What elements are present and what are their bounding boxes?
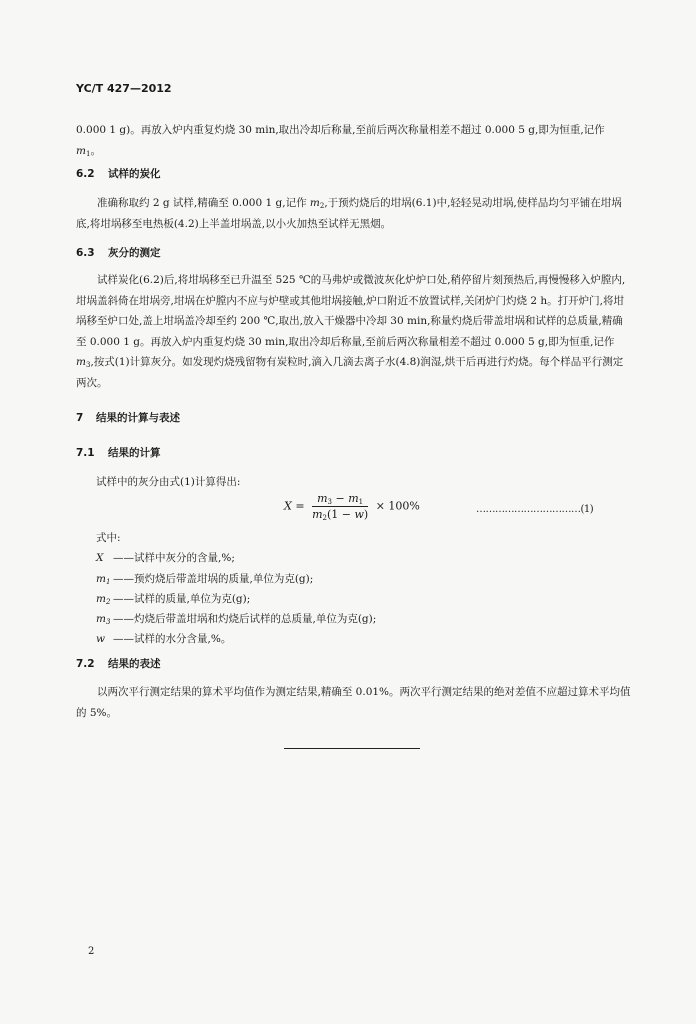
num-var-b: m <box>348 492 359 505</box>
section-title: 结果的计算 <box>108 447 161 459</box>
definition-item <box>96 589 376 609</box>
def-desc: ——试样中灰分的含量,%; <box>113 552 235 565</box>
section-6-3-paragraph <box>76 270 632 393</box>
den-paren: (1 − <box>326 508 355 521</box>
definition-item <box>96 609 376 629</box>
where-label: 式中: <box>96 532 121 544</box>
formula-equals: = <box>295 499 305 513</box>
s62-text-1: 准确称取约 2 g 试样,精确至 0.000 1 g,记作 <box>97 197 310 209</box>
s62-var: m <box>309 197 320 209</box>
formula-intro: 试样中的灰分由式(1)计算得出: <box>96 476 241 488</box>
intro-text-2: 。 <box>90 144 101 157</box>
def-symbol: X <box>96 552 104 565</box>
s63-text-1: 试样炭化(6.2)后,将坩埚移至已升温至 525 ℃的马弗炉或微波灰化炉炉口处,稍停留片刻预热后,再慢慢移入炉膛内,坩埚盖斜倚在坩埚旁,坩埚在炉膛内不应与炉壁或其他坩埚接触,炉口附近不放置试样,关闭炉门灼烧 2 h。打开炉门,将坩埚移至炉口处,盖上坩埚盖冷却至约 200 ℃,取出,放入干燥器中冷却 30 min,称量灼烧后带盖坩埚和试样的总质量,精确至 0.000 1 g。再放入炉内重复灼烧 30 min,取出冷却后称量,至前后两次称量相差不超过 0.000 5 g,即为恒重,记作 <box>76 274 626 348</box>
section-title: 结果的计算与表述 <box>96 412 180 424</box>
variable-definitions <box>96 528 376 650</box>
section-6-2-paragraph <box>76 193 632 234</box>
end-rule <box>284 748 420 749</box>
num-minus: − <box>332 492 349 505</box>
section-number: 7 <box>76 412 84 424</box>
formula-times-100: × 100% <box>375 499 420 513</box>
formula-denominator <box>312 507 368 521</box>
section-7-1-heading <box>76 445 161 460</box>
section-6-3-heading <box>76 245 161 260</box>
def-desc: ——灼烧后带盖坩埚和灼烧后试样的总质量,单位为克(g); <box>113 613 377 626</box>
definition-item <box>96 629 376 649</box>
section-title: 试样的炭化 <box>108 168 161 180</box>
s63-var: m <box>76 356 86 368</box>
definition-item <box>96 569 376 589</box>
def-desc: ——试样的质量,单位为克(g); <box>113 592 251 605</box>
def-desc: ——预灼烧后带盖坩埚的质量,单位为克(g); <box>113 572 314 585</box>
s62-var-sub: 2 <box>319 202 325 210</box>
intro-text-1: 0.000 1 g)。再放入炉内重复灼烧 30 min,取出冷却后称量,至前后两次称量相差不超过 0.000 5 g,即为恒重,记作 <box>76 124 605 136</box>
equation-number: ……………………………(1) <box>476 504 594 515</box>
section-title: 灰分的测定 <box>108 247 161 259</box>
formula-lhs: X <box>284 499 292 513</box>
den-w: w <box>354 508 364 521</box>
den-var: m <box>312 508 323 521</box>
section-6-2-heading <box>76 166 161 181</box>
intro-var: m <box>76 144 86 157</box>
section-number: 6.2 <box>76 168 95 180</box>
section-7-heading <box>76 410 180 425</box>
s63-text-2: ,按式(1)计算灰分。如发现灼烧残留物有炭粒时,滴入几滴去离子水(4.8)润湿,烘干后再进行灼烧。每个样品平行测定两次。 <box>76 356 624 389</box>
section-number: 7.1 <box>76 447 95 459</box>
den-close: ) <box>363 508 369 521</box>
formula-numerator <box>312 492 368 507</box>
def-sub: 1 <box>105 577 111 586</box>
definition-item <box>96 548 376 568</box>
num-sub-b: 1 <box>358 498 364 506</box>
den-sub: 2 <box>322 514 327 522</box>
section-7-2-paragraph <box>76 682 632 723</box>
s72-text: 以两次平行测定结果的算术平均值作为测定结果,精确至 0.01%。两次平行测定结果的绝对差值不应超过算术平均值的 5%。 <box>76 686 631 719</box>
formula-fraction <box>312 492 368 521</box>
section-number: 6.3 <box>76 247 95 259</box>
def-symbol: m <box>96 592 106 605</box>
s62-text-2: ,于预灼烧后的坩埚(6.1)中,轻轻晃动坩埚,使样品均匀平铺在坩埚底,将坩埚移至电热板(4.2)上半盖坩埚盖,以小火加热至试样无黑烟。 <box>76 197 622 230</box>
standard-code-header: YC/T 427—2012 <box>76 82 172 95</box>
def-desc: ——试样的水分含量,%。 <box>113 633 232 646</box>
def-symbol: m <box>96 572 106 585</box>
num-sub-a: 3 <box>327 498 333 506</box>
ash-content-formula <box>284 492 420 532</box>
def-symbol: w <box>96 633 105 646</box>
def-symbol: m <box>96 613 106 626</box>
section-title: 结果的表述 <box>108 658 161 670</box>
page-number: 2 <box>88 946 95 957</box>
intro-paragraph <box>76 120 632 161</box>
num-var-a: m <box>317 492 328 505</box>
def-sub: 3 <box>105 618 111 627</box>
def-sub: 2 <box>105 597 111 606</box>
intro-var-sub: 1 <box>85 149 91 158</box>
section-7-2-heading <box>76 656 161 671</box>
s63-var-sub: 3 <box>85 361 91 369</box>
section-number: 7.2 <box>76 658 95 670</box>
